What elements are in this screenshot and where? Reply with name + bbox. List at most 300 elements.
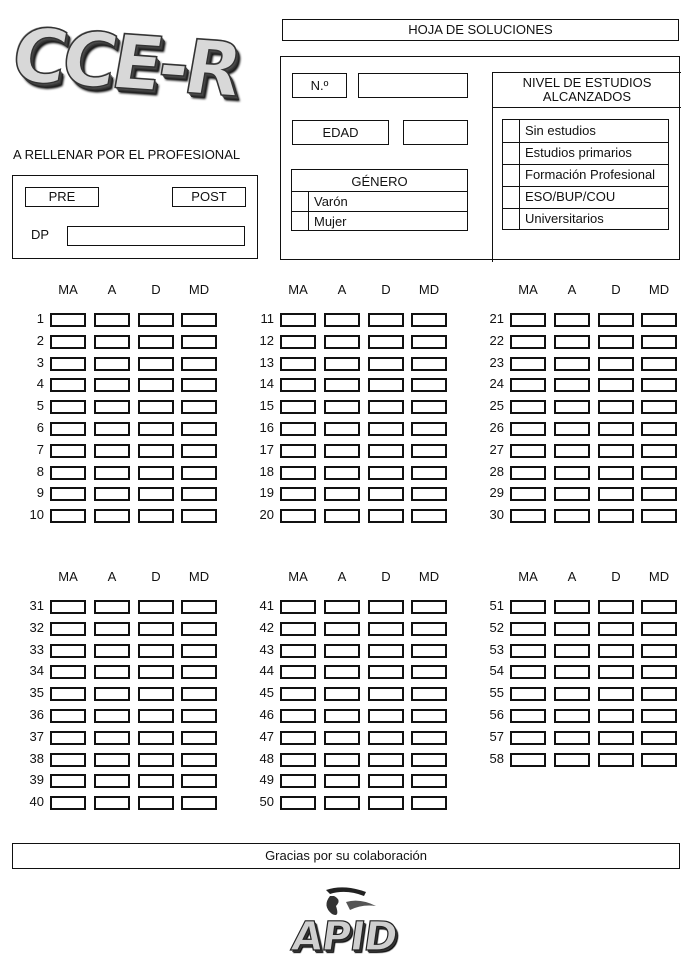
answer-box-md[interactable] xyxy=(411,622,447,636)
answer-box-a[interactable] xyxy=(554,422,590,436)
answer-box-a[interactable] xyxy=(324,622,360,636)
answer-box-md[interactable] xyxy=(411,335,447,349)
answer-box-ma[interactable] xyxy=(280,622,316,636)
answer-box-ma[interactable] xyxy=(280,313,316,327)
answer-box-md[interactable] xyxy=(411,644,447,658)
answer-box-ma[interactable] xyxy=(510,709,546,723)
answer-box-d[interactable] xyxy=(368,709,404,723)
answer-box-d[interactable] xyxy=(138,466,174,480)
item-number: 1 xyxy=(36,311,44,326)
answer-box-md[interactable] xyxy=(181,665,217,679)
item-number: 27 xyxy=(489,441,504,457)
answer-box-a[interactable] xyxy=(324,709,360,723)
answer-box-d[interactable] xyxy=(138,313,174,327)
apid-logo-text: APID xyxy=(288,914,400,960)
answer-box-d[interactable] xyxy=(368,644,404,658)
answer-box-md[interactable] xyxy=(181,622,217,636)
answer-box-d[interactable] xyxy=(368,444,404,458)
answer-box-ma[interactable] xyxy=(50,796,86,810)
answer-box-ma[interactable] xyxy=(50,487,86,501)
dp-label: DP xyxy=(31,227,50,242)
answer-box-ma[interactable] xyxy=(280,509,316,523)
answer-box-a[interactable] xyxy=(94,731,130,745)
answer-box-md[interactable] xyxy=(411,422,447,436)
answer-box-d[interactable] xyxy=(138,444,174,458)
item-number: 57 xyxy=(489,728,504,744)
item-number: 19 xyxy=(259,485,274,501)
estudios-checkbox-fp[interactable] xyxy=(503,164,519,186)
answer-box-d[interactable] xyxy=(368,313,404,327)
answer-box-ma[interactable] xyxy=(280,687,316,701)
answer-box-d[interactable] xyxy=(598,444,634,458)
answer-box-md[interactable] xyxy=(411,444,447,458)
answer-box-d[interactable] xyxy=(598,335,634,349)
estudios-option-eso: ESO/BUP/COU xyxy=(525,189,616,204)
item-number: 24 xyxy=(489,376,504,392)
answer-column-header: A xyxy=(337,569,347,584)
answer-box-a[interactable] xyxy=(554,731,590,745)
answer-box-ma[interactable] xyxy=(280,335,316,349)
answer-box-d[interactable] xyxy=(138,509,174,523)
answer-box-md[interactable] xyxy=(641,466,677,480)
estudios-checkbox-primarios[interactable] xyxy=(503,142,519,164)
answer-box-a[interactable] xyxy=(554,378,590,392)
answer-box-md[interactable] xyxy=(411,709,447,723)
answer-box-d[interactable] xyxy=(138,335,174,349)
answer-box-a[interactable] xyxy=(554,335,590,349)
estudios-option-sin-estudios: Sin estudios xyxy=(525,123,596,138)
answer-box-ma[interactable] xyxy=(50,731,86,745)
answer-box-d[interactable] xyxy=(138,796,174,810)
answer-box-d[interactable] xyxy=(138,687,174,701)
item-number: 14 xyxy=(259,376,274,392)
item-number: 42 xyxy=(259,619,274,635)
item-number: 47 xyxy=(259,728,274,744)
answer-box-a[interactable] xyxy=(554,313,590,327)
answer-box-ma[interactable] xyxy=(50,687,86,701)
number-label-box xyxy=(292,73,347,98)
answer-box-md[interactable] xyxy=(411,774,447,788)
answer-box-ma[interactable] xyxy=(50,422,86,436)
item-number: 28 xyxy=(489,463,504,479)
answer-box-ma[interactable] xyxy=(510,313,546,327)
answer-box-md[interactable] xyxy=(181,313,217,327)
answer-box-ma[interactable] xyxy=(50,709,86,723)
answer-box-ma[interactable] xyxy=(510,731,546,745)
cce-r-logo-text: CCE-R xyxy=(5,12,246,114)
answer-box-a[interactable] xyxy=(554,487,590,501)
answer-box-d[interactable] xyxy=(598,466,634,480)
answer-box-d[interactable] xyxy=(138,709,174,723)
answer-box-ma[interactable] xyxy=(50,313,86,327)
answer-box-ma[interactable] xyxy=(280,378,316,392)
answer-box-md[interactable] xyxy=(181,753,217,767)
answer-box-a[interactable] xyxy=(94,665,130,679)
answer-box-d[interactable] xyxy=(598,665,634,679)
answer-box-ma[interactable] xyxy=(280,731,316,745)
answer-box-d[interactable] xyxy=(598,622,634,636)
age-label: EDAD xyxy=(322,125,359,140)
number-field[interactable] xyxy=(358,73,468,98)
item-number: 32 xyxy=(29,619,44,635)
answer-box-d[interactable] xyxy=(368,687,404,701)
item-number: 43 xyxy=(259,641,274,657)
answer-box-d[interactable] xyxy=(598,378,634,392)
answer-box-d[interactable] xyxy=(598,709,634,723)
answer-box-d[interactable] xyxy=(368,622,404,636)
answer-box-a[interactable] xyxy=(94,774,130,788)
answer-box-d[interactable] xyxy=(598,400,634,414)
answer-box-d[interactable] xyxy=(368,357,404,371)
answer-box-ma[interactable] xyxy=(510,400,546,414)
personal-data-box xyxy=(280,56,680,260)
answer-box-a[interactable] xyxy=(94,487,130,501)
answer-box-md[interactable] xyxy=(181,335,217,349)
answer-box-md[interactable] xyxy=(181,400,217,414)
answer-box-a[interactable] xyxy=(324,687,360,701)
answer-box-ma[interactable] xyxy=(510,600,546,614)
answer-box-ma[interactable] xyxy=(280,796,316,810)
answer-box-a[interactable] xyxy=(94,400,130,414)
answer-box-d[interactable] xyxy=(368,422,404,436)
answer-box-ma[interactable] xyxy=(50,400,86,414)
genero-title: GÉNERO xyxy=(351,174,408,189)
estudios-title-line2: ALCANZADOS xyxy=(542,89,632,104)
answer-box-md[interactable] xyxy=(411,466,447,480)
answer-box-a[interactable] xyxy=(94,466,130,480)
answer-box-a[interactable] xyxy=(94,444,130,458)
answer-box-d[interactable] xyxy=(138,644,174,658)
answer-box-a[interactable] xyxy=(554,687,590,701)
answer-box-a[interactable] xyxy=(554,644,590,658)
footer-box xyxy=(12,843,680,869)
answer-box-d[interactable] xyxy=(138,378,174,392)
answer-box-d[interactable] xyxy=(368,600,404,614)
answer-box-a[interactable] xyxy=(324,600,360,614)
item-number: 18 xyxy=(259,463,274,479)
answer-box-md[interactable] xyxy=(411,600,447,614)
answer-box-ma[interactable] xyxy=(510,487,546,501)
answer-box-d[interactable] xyxy=(598,731,634,745)
item-number: 22 xyxy=(489,332,504,348)
item-number: 33 xyxy=(29,641,44,657)
answer-box-d[interactable] xyxy=(138,487,174,501)
answer-box-a[interactable] xyxy=(324,313,360,327)
answer-box-a[interactable] xyxy=(324,466,360,480)
answer-box-d[interactable] xyxy=(138,357,174,371)
answer-box-d[interactable] xyxy=(138,600,174,614)
answer-column-header: D xyxy=(381,282,391,297)
answer-box-ma[interactable] xyxy=(510,687,546,701)
answer-box-md[interactable] xyxy=(641,644,677,658)
answer-box-md[interactable] xyxy=(181,687,217,701)
pre-label: PRE xyxy=(48,189,76,204)
answer-box-md[interactable] xyxy=(411,753,447,767)
answer-box-md[interactable] xyxy=(181,378,217,392)
item-number: 12 xyxy=(259,332,274,348)
answer-box-a[interactable] xyxy=(324,774,360,788)
answer-box-a[interactable] xyxy=(324,400,360,414)
answer-box-ma[interactable] xyxy=(280,600,316,614)
answer-box-md[interactable] xyxy=(181,731,217,745)
answer-box-a[interactable] xyxy=(554,400,590,414)
item-number: 58 xyxy=(489,750,504,766)
answer-box-a[interactable] xyxy=(324,444,360,458)
answer-box-md[interactable] xyxy=(641,687,677,701)
answer-box-md[interactable] xyxy=(641,600,677,614)
answer-box-ma[interactable] xyxy=(510,466,546,480)
answer-box-d[interactable] xyxy=(368,378,404,392)
answer-box-d[interactable] xyxy=(598,487,634,501)
post-box[interactable] xyxy=(172,187,246,207)
answer-box-ma[interactable] xyxy=(280,444,316,458)
answer-box-md[interactable] xyxy=(411,378,447,392)
answer-box-ma[interactable] xyxy=(280,709,316,723)
answer-box-ma[interactable] xyxy=(280,487,316,501)
answer-box-ma[interactable] xyxy=(280,466,316,480)
answer-box-ma[interactable] xyxy=(510,644,546,658)
answer-box-md[interactable] xyxy=(181,509,217,523)
answer-box-a[interactable] xyxy=(324,357,360,371)
answer-box-d[interactable] xyxy=(368,466,404,480)
answer-box-md[interactable] xyxy=(181,796,217,810)
answer-box-md[interactable] xyxy=(181,487,217,501)
answer-box-md[interactable] xyxy=(411,731,447,745)
age-field[interactable] xyxy=(403,120,468,145)
answer-box-d[interactable] xyxy=(368,753,404,767)
answer-box-a[interactable] xyxy=(554,665,590,679)
answer-box-md[interactable] xyxy=(641,357,677,371)
answer-box-d[interactable] xyxy=(138,400,174,414)
answer-box-md[interactable] xyxy=(181,644,217,658)
answer-box-a[interactable] xyxy=(94,687,130,701)
answer-box-a[interactable] xyxy=(324,487,360,501)
answer-box-ma[interactable] xyxy=(510,665,546,679)
answer-box-md[interactable] xyxy=(641,313,677,327)
answer-box-d[interactable] xyxy=(138,753,174,767)
answer-box-ma[interactable] xyxy=(50,335,86,349)
answer-box-a[interactable] xyxy=(94,313,130,327)
genero-checkbox-varon[interactable] xyxy=(292,191,309,211)
answer-box-a[interactable] xyxy=(554,622,590,636)
answer-box-d[interactable] xyxy=(368,731,404,745)
answer-box-d[interactable] xyxy=(368,796,404,810)
answer-box-md[interactable] xyxy=(641,400,677,414)
answer-box-a[interactable] xyxy=(94,600,130,614)
answer-box-d[interactable] xyxy=(368,335,404,349)
item-number: 38 xyxy=(29,750,44,766)
answer-box-a[interactable] xyxy=(324,665,360,679)
answer-box-d[interactable] xyxy=(598,644,634,658)
answer-box-d[interactable] xyxy=(368,774,404,788)
answer-box-ma[interactable] xyxy=(50,644,86,658)
answer-box-md[interactable] xyxy=(641,422,677,436)
answer-box-d[interactable] xyxy=(598,313,634,327)
answer-box-d[interactable] xyxy=(598,753,634,767)
estudios-option-fp: Formación Profesional xyxy=(525,167,656,182)
answer-box-md[interactable] xyxy=(181,774,217,788)
answer-box-a[interactable] xyxy=(554,444,590,458)
answer-box-d[interactable] xyxy=(368,487,404,501)
answer-box-md[interactable] xyxy=(411,687,447,701)
answer-box-md[interactable] xyxy=(411,487,447,501)
pre-box[interactable] xyxy=(25,187,99,207)
answer-box-ma[interactable] xyxy=(50,774,86,788)
answer-box-ma[interactable] xyxy=(280,357,316,371)
answer-box-ma[interactable] xyxy=(50,509,86,523)
answer-box-md[interactable] xyxy=(641,709,677,723)
item-number: 4 xyxy=(36,376,44,392)
answer-column-header: MA xyxy=(58,282,78,297)
answer-box-a[interactable] xyxy=(94,509,130,523)
answer-box-md[interactable] xyxy=(411,509,447,523)
item-number: 31 xyxy=(29,598,44,613)
answer-box-a[interactable] xyxy=(94,335,130,349)
answer-box-d[interactable] xyxy=(598,422,634,436)
item-number: 51 xyxy=(489,598,504,613)
answer-box-md[interactable] xyxy=(641,487,677,501)
item-number: 50 xyxy=(259,794,274,810)
answer-box-ma[interactable] xyxy=(280,422,316,436)
answer-box-md[interactable] xyxy=(181,709,217,723)
answer-box-d[interactable] xyxy=(138,774,174,788)
answer-box-ma[interactable] xyxy=(510,422,546,436)
genero-checkbox-mujer[interactable] xyxy=(292,211,309,231)
answer-box-a[interactable] xyxy=(554,466,590,480)
answer-box-a[interactable] xyxy=(94,622,130,636)
apid-logo xyxy=(286,884,404,966)
answer-box-d[interactable] xyxy=(598,357,634,371)
answer-box-a[interactable] xyxy=(554,753,590,767)
answer-box-md[interactable] xyxy=(641,622,677,636)
answer-box-md[interactable] xyxy=(181,444,217,458)
answer-box-md[interactable] xyxy=(641,753,677,767)
item-number: 16 xyxy=(259,420,274,435)
answer-box-a[interactable] xyxy=(324,422,360,436)
answer-box-md[interactable] xyxy=(641,444,677,458)
answer-box-a[interactable] xyxy=(554,357,590,371)
item-number: 45 xyxy=(259,685,274,701)
answer-box-a[interactable] xyxy=(324,378,360,392)
item-number: 3 xyxy=(36,354,44,370)
answer-box-ma[interactable] xyxy=(50,444,86,458)
answer-box-md[interactable] xyxy=(641,378,677,392)
answer-box-d[interactable] xyxy=(598,600,634,614)
answer-box-a[interactable] xyxy=(554,509,590,523)
answer-box-ma[interactable] xyxy=(50,622,86,636)
dp-field[interactable] xyxy=(67,226,245,246)
item-number: 40 xyxy=(29,794,44,810)
answer-box-ma[interactable] xyxy=(510,444,546,458)
answer-box-ma[interactable] xyxy=(280,644,316,658)
answer-box-d[interactable] xyxy=(368,509,404,523)
answer-box-a[interactable] xyxy=(94,709,130,723)
answer-box-a[interactable] xyxy=(94,357,130,371)
answer-box-md[interactable] xyxy=(411,796,447,810)
answer-box-md[interactable] xyxy=(641,665,677,679)
answer-box-md[interactable] xyxy=(641,509,677,523)
answer-box-d[interactable] xyxy=(138,622,174,636)
answer-box-ma[interactable] xyxy=(50,753,86,767)
item-number: 10 xyxy=(29,507,44,523)
item-number: 26 xyxy=(489,420,504,435)
item-number: 37 xyxy=(29,728,44,744)
answer-box-ma[interactable] xyxy=(280,400,316,414)
answer-box-a[interactable] xyxy=(94,644,130,658)
answer-box-md[interactable] xyxy=(411,313,447,327)
answer-box-ma[interactable] xyxy=(510,509,546,523)
answer-box-d[interactable] xyxy=(138,422,174,436)
answer-box-md[interactable] xyxy=(181,466,217,480)
answer-box-a[interactable] xyxy=(324,753,360,767)
answer-box-ma[interactable] xyxy=(50,378,86,392)
answer-box-ma[interactable] xyxy=(50,357,86,371)
estudios-checkbox-eso[interactable] xyxy=(503,186,519,208)
item-number: 36 xyxy=(29,707,44,722)
answer-box-a[interactable] xyxy=(94,796,130,810)
sheet-title-box xyxy=(282,19,679,41)
estudios-checkbox-sin-estudios[interactable] xyxy=(503,120,519,142)
answer-box-ma[interactable] xyxy=(510,622,546,636)
age-label-box xyxy=(292,120,389,145)
answer-box-ma[interactable] xyxy=(50,466,86,480)
answer-box-a[interactable] xyxy=(94,378,130,392)
answer-box-ma[interactable] xyxy=(510,335,546,349)
item-number: 20 xyxy=(259,507,274,523)
answer-box-d[interactable] xyxy=(368,665,404,679)
answer-box-d[interactable] xyxy=(138,665,174,679)
answer-box-ma[interactable] xyxy=(510,753,546,767)
answer-box-a[interactable] xyxy=(324,644,360,658)
estudios-checkbox-universitarios[interactable] xyxy=(503,208,519,230)
answer-box-md[interactable] xyxy=(411,665,447,679)
answer-box-a[interactable] xyxy=(94,422,130,436)
answer-box-md[interactable] xyxy=(411,400,447,414)
answer-column-header: A xyxy=(567,569,577,584)
item-number: 54 xyxy=(489,663,504,679)
answer-box-a[interactable] xyxy=(324,796,360,810)
answer-box-ma[interactable] xyxy=(510,357,546,371)
answer-box-d[interactable] xyxy=(368,400,404,414)
answer-box-md[interactable] xyxy=(181,600,217,614)
answer-box-a[interactable] xyxy=(324,731,360,745)
answer-box-a[interactable] xyxy=(554,600,590,614)
answer-box-md[interactable] xyxy=(181,422,217,436)
answer-box-ma[interactable] xyxy=(510,378,546,392)
answer-box-ma[interactable] xyxy=(280,774,316,788)
answer-box-a[interactable] xyxy=(324,335,360,349)
answer-column-header: A xyxy=(337,282,347,297)
answer-box-md[interactable] xyxy=(181,357,217,371)
answer-box-a[interactable] xyxy=(324,509,360,523)
answer-box-d[interactable] xyxy=(138,731,174,745)
answer-box-a[interactable] xyxy=(94,753,130,767)
answer-box-md[interactable] xyxy=(641,335,677,349)
answer-column-header: MA xyxy=(518,569,538,584)
answer-box-ma[interactable] xyxy=(280,753,316,767)
answer-box-ma[interactable] xyxy=(50,600,86,614)
item-number: 2 xyxy=(36,332,44,348)
answer-box-d[interactable] xyxy=(598,687,634,701)
answer-column-header: MA xyxy=(518,282,538,297)
answer-box-md[interactable] xyxy=(411,357,447,371)
item-number: 8 xyxy=(36,463,44,479)
answer-box-md[interactable] xyxy=(641,731,677,745)
answer-box-a[interactable] xyxy=(554,709,590,723)
answer-box-ma[interactable] xyxy=(50,665,86,679)
answer-box-d[interactable] xyxy=(598,509,634,523)
answer-box-ma[interactable] xyxy=(280,665,316,679)
